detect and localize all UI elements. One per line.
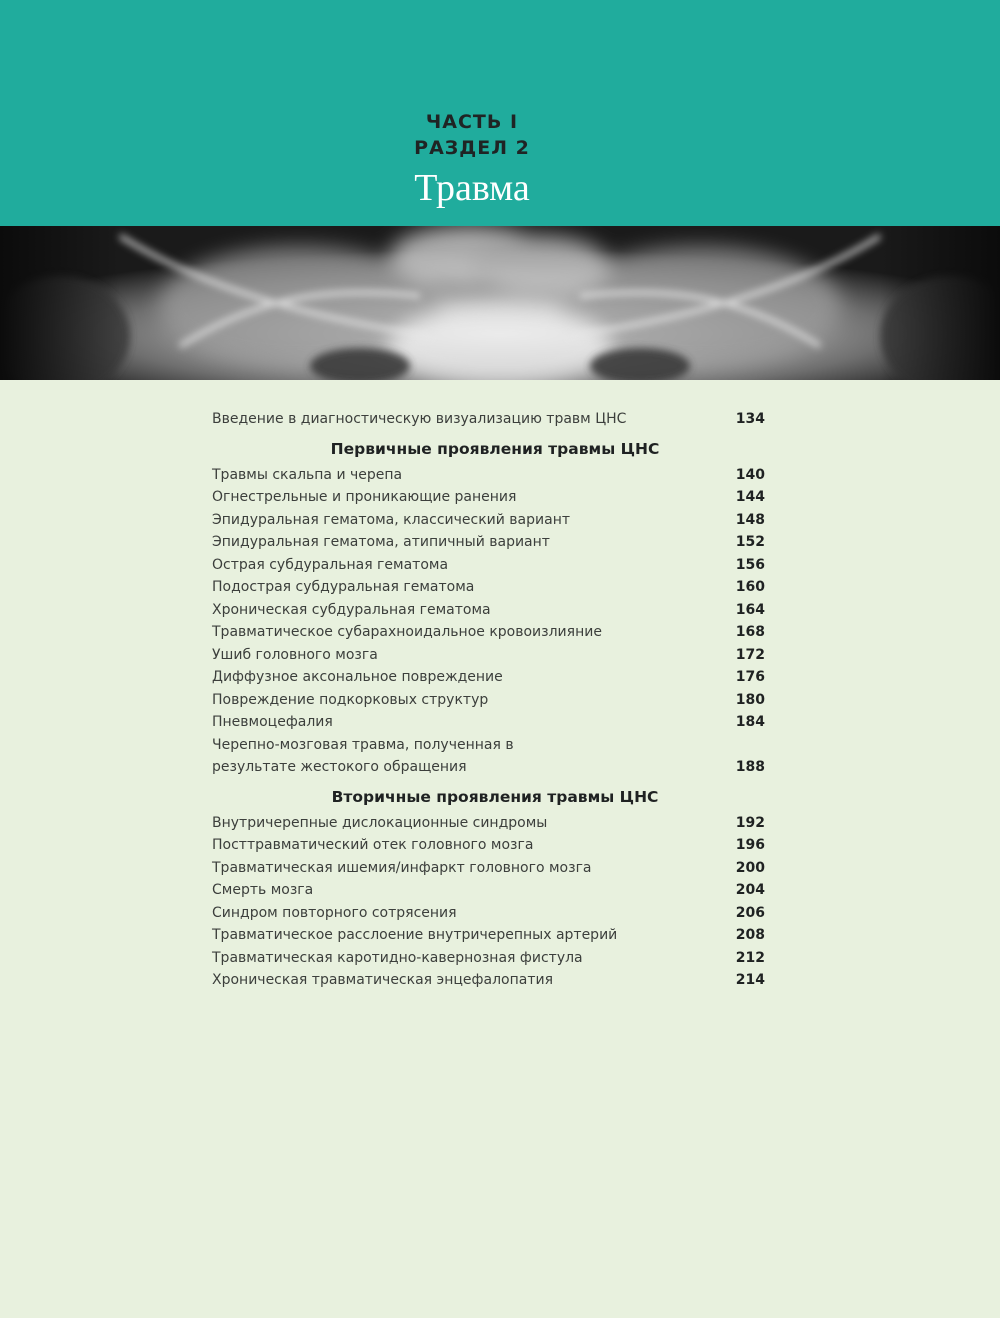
toc-entry-title: Повреждение подкорковых структур (212, 691, 489, 708)
header-band (0, 0, 1000, 226)
toc-entry-title: Травматическая каротидно-кавернозная фистула (212, 949, 583, 966)
toc-entry[interactable] (212, 857, 768, 880)
toc-entry-page: 204 (735, 882, 765, 898)
xray-image (0, 226, 1000, 380)
toc-entry-title: Травматическое субарахноидальное кровоизлияние (212, 624, 602, 640)
toc-entry-title: Подострая субдуральная гематома (212, 579, 475, 595)
toc-entry-page: 176 (735, 669, 765, 685)
toc-entry[interactable] (212, 812, 768, 835)
toc-entry[interactable] (212, 464, 768, 487)
toc-entry[interactable] (212, 644, 768, 667)
toc-entry-title: Острая субдуральная гематома (212, 556, 449, 573)
toc-entry-title: Травматическое расслоение внутричерепных артерий (212, 927, 618, 943)
toc-entry-page: 144 (735, 489, 765, 505)
toc-entry[interactable] (212, 486, 768, 509)
toc-entry-page: 180 (735, 691, 765, 708)
toc-entry-title: Травматическая ишемия/инфаркт головного мозга (212, 859, 592, 876)
toc-entry-title: Диффузное аксональное повреждение (212, 669, 503, 685)
part-label: ЧАСТЬ I (425, 111, 519, 133)
toc-entry-page: 140 (735, 466, 765, 483)
toc-entry-title: Введение в диагностическую визуализацию травм ЦНС (212, 411, 627, 427)
toc-entry-page: 200 (735, 859, 765, 876)
toc-entry[interactable] (212, 902, 768, 925)
toc-entry-page: 212 (735, 949, 765, 966)
toc-entry[interactable] (212, 924, 768, 947)
toc-entry[interactable] (212, 621, 768, 644)
toc-entry-intro[interactable] (212, 408, 768, 431)
toc-entry[interactable] (212, 531, 768, 554)
toc-entry[interactable] (212, 599, 768, 622)
toc-entry[interactable] (212, 947, 768, 970)
toc-entry-page: 156 (735, 556, 765, 573)
toc-entry-page: 206 (735, 904, 765, 921)
toc-entry-page: 208 (735, 927, 765, 943)
toc-entry-page: 192 (735, 814, 765, 831)
toc-entry-page: 134 (735, 411, 765, 427)
toc-entry-title: Эпидуральная гематома, атипичный вариант (212, 534, 550, 550)
toc-entry-title: Пневмоцефалия (212, 714, 333, 730)
toc-entry-title: Черепно-мозговая травма, полученная в результате жестокого обращения (212, 736, 514, 775)
toc-entry-page: 160 (735, 579, 765, 595)
toc-entry[interactable] (212, 509, 768, 532)
toc-entry-title: Смерть мозга (212, 882, 314, 898)
toc-entry[interactable] (212, 711, 768, 734)
toc-entry[interactable] (212, 576, 768, 599)
toc-entry-page: 172 (735, 646, 765, 663)
toc-entry-page: 188 (735, 759, 765, 775)
toc-heading-primary: Первичные проявления травмы ЦНС (330, 439, 660, 458)
toc-entry[interactable] (212, 554, 768, 577)
toc-heading-secondary: Вторичные проявления травмы ЦНС (331, 787, 659, 806)
toc-entry-page: 184 (735, 714, 765, 730)
toc-entry-page: 164 (735, 601, 765, 618)
toc-entry-page: 148 (735, 511, 765, 528)
toc-entry-title: Ушиб головного мозга (212, 646, 378, 663)
toc-entry[interactable] (212, 969, 768, 992)
toc-entry-title: Травмы скальпа и черепа (212, 466, 403, 483)
toc-entry-title: Хроническая травматическая энцефалопатия (212, 972, 553, 988)
toc-entry[interactable] (212, 734, 768, 779)
toc-entry-title: Хроническая субдуральная гематома (212, 601, 491, 618)
xray-illustration (0, 226, 1000, 380)
section-label: РАЗДЕЛ 2 (414, 137, 530, 159)
toc-entry-page: 168 (735, 624, 765, 640)
toc-entry-title: Огнестрельные и проникающие ранения (212, 489, 517, 505)
toc-entry[interactable] (212, 879, 768, 902)
toc-entry-title: Синдром повторного сотрясения (212, 904, 457, 921)
toc-entry-page: 152 (735, 534, 765, 550)
toc-entry[interactable] (212, 666, 768, 689)
toc-entry[interactable] (212, 834, 768, 857)
toc-entry-page: 196 (735, 837, 765, 853)
toc-entry[interactable] (212, 689, 768, 712)
toc-entry-title: Внутричерепные дислокационные синдромы (212, 814, 548, 831)
toc-entry-title: Посттравматический отек головного мозга (212, 837, 534, 853)
section-title: Травма (414, 167, 530, 209)
table-of-contents (212, 408, 768, 992)
toc-entry-title: Эпидуральная гематома, классический вариант (212, 511, 570, 528)
toc-entry-page: 214 (735, 972, 765, 988)
